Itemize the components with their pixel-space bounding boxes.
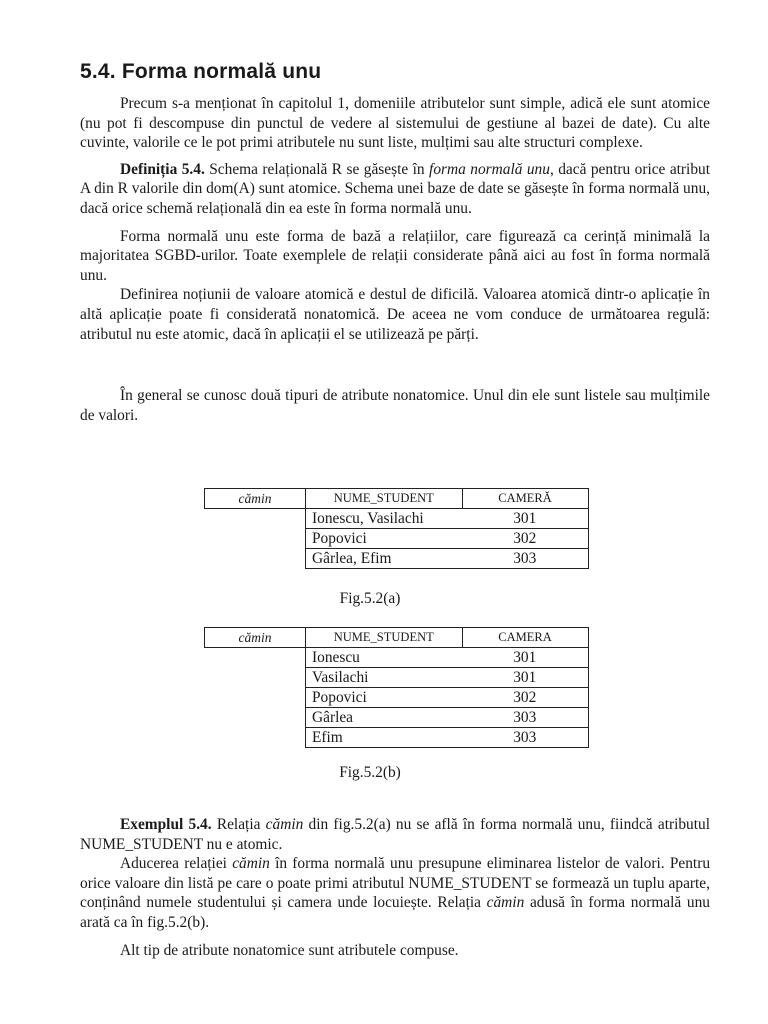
normalization-text-1: Aducerea relației	[120, 855, 233, 873]
section-heading: 5.4. Forma normală unu	[80, 60, 322, 83]
table-fig-5-2b	[204, 627, 589, 748]
table-row	[205, 549, 589, 569]
document-page-bottom	[80, 815, 710, 960]
relation-name: cămin	[205, 489, 306, 509]
relation-name-inline: cămin	[232, 855, 270, 873]
cell-room: 301	[462, 509, 588, 529]
example-text-2: din fig.5.2(a) nu se află în forma normală unu, fiindcă atributul NUME_STUDENT nu e atomic.	[80, 816, 711, 853]
table-header-row	[205, 489, 589, 509]
table-row	[205, 529, 589, 549]
cell-room: 302	[462, 529, 588, 549]
cell-name: Ionescu	[306, 648, 463, 668]
document-page	[80, 60, 710, 425]
table-row	[205, 509, 589, 529]
cell-name: Popovici	[306, 529, 463, 549]
cell-name: Gârlea, Efim	[306, 549, 463, 569]
cell-room: 303	[462, 708, 588, 728]
cell-name: Vasilachi	[306, 668, 463, 688]
paragraph-nonatomic-types: În general se cunosc două tipuri de atribute nonatomice. Unul din ele sunt listele sau mulțimile de valori.	[80, 387, 710, 424]
column-header-camera: CAMERĂ	[462, 489, 588, 509]
cell-name: Ionescu, Vasilachi	[306, 509, 463, 529]
cell-room: 301	[462, 648, 588, 668]
relation-name-inline: cămin	[486, 894, 525, 912]
normalization-text-3: adusă în forma normală unu arată ca în fig.5.2(b).	[80, 894, 710, 931]
cell-room: 302	[462, 688, 588, 708]
paragraph-composite-attributes: Alt tip de atribute nonatomice sunt atributele compuse.	[120, 941, 459, 959]
paragraph-atomic-value: Definirea noțiunii de valoare atomică e destul de dificilă. Valoarea atomică dintr-o aplicație în altă aplicație poate fi considerată nonatomică. De aceea ne vom conduce de următoarea regulă: atributul nu este atomic, dacă în aplicații el se utilizează pe părți.	[80, 286, 710, 343]
table-row	[205, 648, 589, 668]
table-row	[205, 708, 589, 728]
column-header-nume-student: NUME_STUDENT	[306, 628, 463, 648]
column-header-nume-student: NUME_STUDENT	[306, 489, 463, 509]
table-row	[205, 668, 589, 688]
column-header-camera: CAMERA	[462, 628, 588, 648]
paragraph-intro: Precum s-a menționat în capitolul 1, domeniile atributelor sunt simple, adică ele sunt atomice (nu pot fi descompuse din punctul de vedere al sistemului de gestiune al bazei de date). Cu alte cuvinte, valorile ce le pot primi atributele nu sunt liste, mulțimi sau alte structuri complexe.	[80, 95, 710, 152]
cell-name: Gârlea	[306, 708, 463, 728]
cell-room: 303	[462, 549, 588, 569]
example-text-1: Relația	[211, 816, 266, 833]
table-row	[205, 728, 589, 748]
figure-caption-b: Fig.5.2(b)	[339, 764, 401, 781]
paragraph-normalization	[80, 854, 710, 932]
cell-name: Popovici	[306, 688, 463, 708]
cell-room: 301	[462, 668, 588, 688]
table-fig-5-2a	[204, 488, 589, 569]
cell-name: Efim	[306, 728, 463, 748]
table-row	[205, 688, 589, 708]
paragraph-base-form: Forma normală unu este forma de bază a relațiilor, care figurează ca cerință minimală la majoritatea SGBD-urilor. Toate exemplele de relații considerate până aici au fost în forma normală unu.	[80, 227, 710, 284]
definition-term: forma normală unu	[429, 160, 550, 178]
relation-name: cămin	[205, 628, 306, 648]
definition-paragraph	[80, 160, 710, 219]
example-label: Exemplul 5.4.	[120, 816, 212, 833]
figure-caption-a: Fig.5.2(a)	[339, 590, 401, 607]
definition-text-1: Schema relațională R se găsește în	[204, 160, 430, 178]
normalization-text-2: în forma normală unu presupune eliminarea listelor de valori. Pentru orice valoare din listă pe care o poate primi atributul NUME_STUDENT se formează un tuplu aparte, conținând numele studentului și camera unde locuiește. Relația	[80, 855, 711, 912]
table-header-row	[205, 628, 589, 648]
definition-text-2: , dacă pentru orice atribut A din R valorile din dom(A) sunt atomice. Schema unei baze de date se găsește în forma normală unu, dacă orice schemă relațională din ea este în forma normală unu.	[80, 160, 710, 217]
example-paragraph	[80, 815, 710, 854]
relation-name-inline: cămin	[265, 816, 304, 833]
definition-label: Definiția 5.4.	[120, 160, 205, 178]
cell-room: 303	[462, 728, 588, 748]
